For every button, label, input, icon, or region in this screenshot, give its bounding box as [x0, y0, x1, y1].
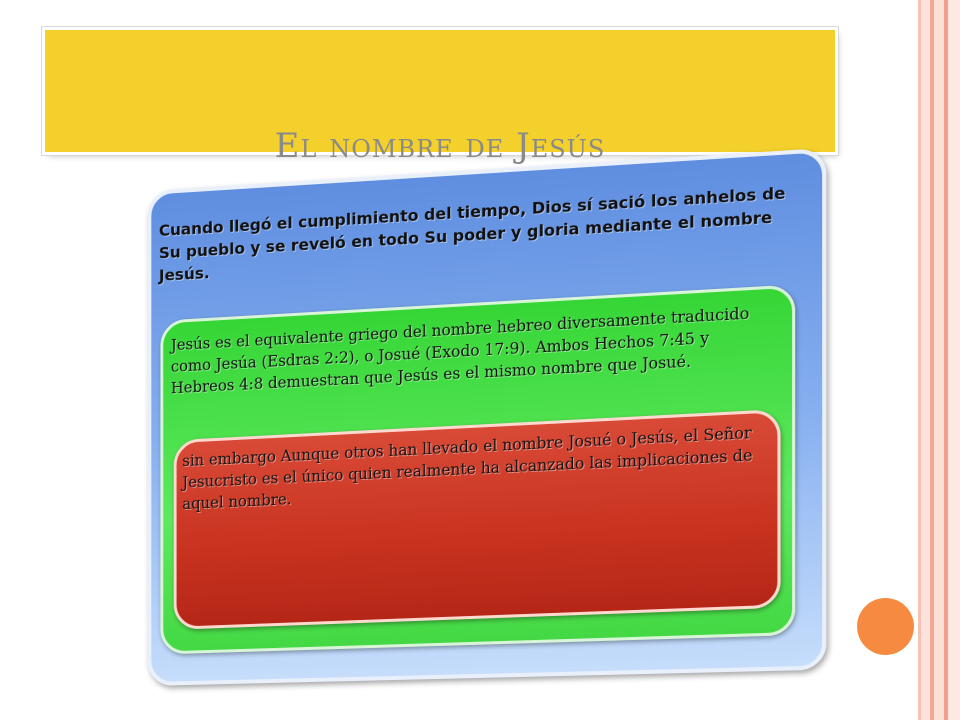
title-banner	[45, 30, 835, 166]
decor-stripe	[921, 0, 930, 720]
accent-circle	[857, 598, 914, 655]
paragraph-1: Cuando llegó el cumplimiento del tiempo, Dios sí sació los anhelos de Su pueblo y se reveló en todo Su poder y gloria mediante el nombre Jesús.	[158, 183, 786, 285]
slide-title: El nombre de Jesús	[274, 126, 606, 166]
paragraph-2: Jesús es el equivalente griego del nombre hebreo diversamente traducido como Jesúa (Esdras 2:2), o Josué (Exodo 17:9). Ambos Hechos 7:45 y Hebreos 4:8 demuestran que Jesús es el mismo nombre que Josué.	[170, 304, 750, 398]
red-text-box	[174, 409, 781, 630]
paragraph-3: sin embargo Aunque otros han llevado el nombre Josué o Jesús, el Señor Jesucristo es el único quien realmente ha alcanzado las implicaciones de aquel nombre.	[182, 423, 753, 514]
decor-stripe	[934, 0, 944, 720]
decor-stripe	[948, 0, 960, 720]
